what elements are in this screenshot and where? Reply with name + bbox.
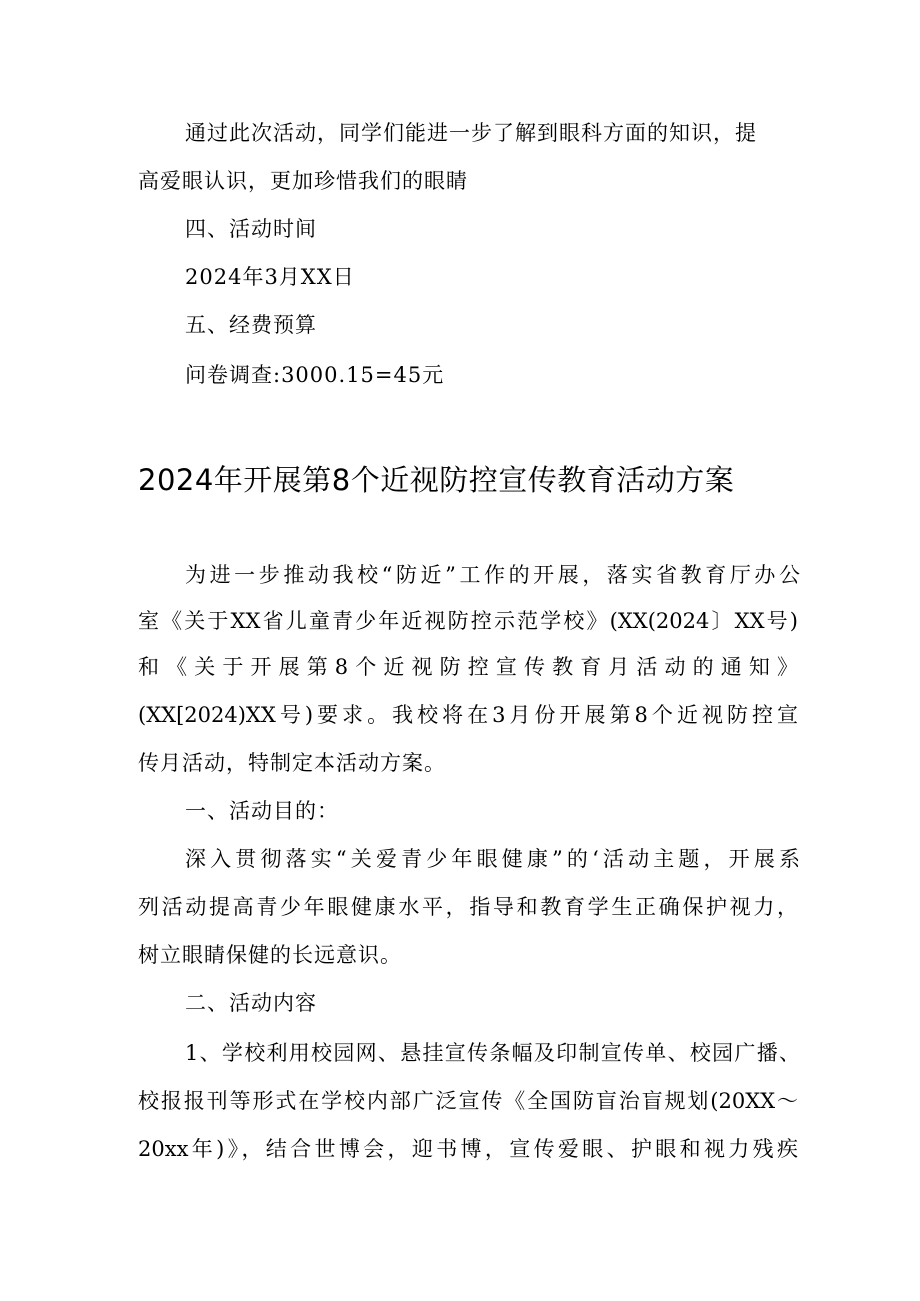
intro-line-2: 室《关于XX省儿童青少年近视防控示范学校》(XX(2024〕XX号) — [138, 609, 798, 633]
result-text-line-2: 高爱眼认识，更加珍惜我们的眼睛 — [138, 169, 468, 193]
intro-line-5: 传月活动，特制定本活动方案。 — [138, 751, 446, 775]
section-1-heading: 一、活动目的： — [185, 799, 339, 823]
result-text-line-1: 通过此次活动，同学们能进一步了解到眼科方面的知识，提 — [185, 121, 757, 145]
document-title: 2024年开展第8个近视防控宣传教育活动方案 — [138, 463, 735, 497]
section-1-line-2: 列活动提高青少年眼健康水平，指导和教育学生正确保护视力， — [138, 895, 798, 919]
section-2-item-1-line-2: 校报报刊等形式在学校内部广泛宣传《全国防盲治盲规划(20XX～ — [138, 1089, 799, 1113]
section-1-line-1: 深入贯彻落实“关爱青少年眼健康”的‘活动主题，开展系 — [185, 847, 800, 871]
section-2-item-1-line-3: 20xx年)》，结合世博会，迎书博，宣传爱眼、护眼和视力残疾 — [138, 1137, 798, 1161]
section-2-heading: 二、活动内容 — [185, 991, 317, 1015]
section-1-line-3: 树立眼睛保健的长远意识。 — [138, 943, 402, 967]
intro-line-3: 和《关于开展第8个近视防控宣传教育月活动的通知》 — [138, 655, 798, 679]
section-5-heading: 五、经费预算 — [185, 313, 317, 337]
budget-line: 问卷调查:3000.15=45元 — [185, 363, 445, 387]
section-2-item-1-line-1: 1、学校利用校园网、悬挂宣传条幅及印制宣传单、校园广播、 — [185, 1041, 800, 1065]
intro-line-4: (XX[2024)XX号)要求。我校将在3月份开展第8个近视防控宣 — [138, 703, 798, 727]
section-4-heading: 四、活动时间 — [185, 217, 317, 241]
intro-line-1: 为进一步推动我校“防近”工作的开展，落实省教育厅办公 — [185, 563, 800, 587]
activity-date: 2024年3月XX日 — [185, 265, 355, 289]
